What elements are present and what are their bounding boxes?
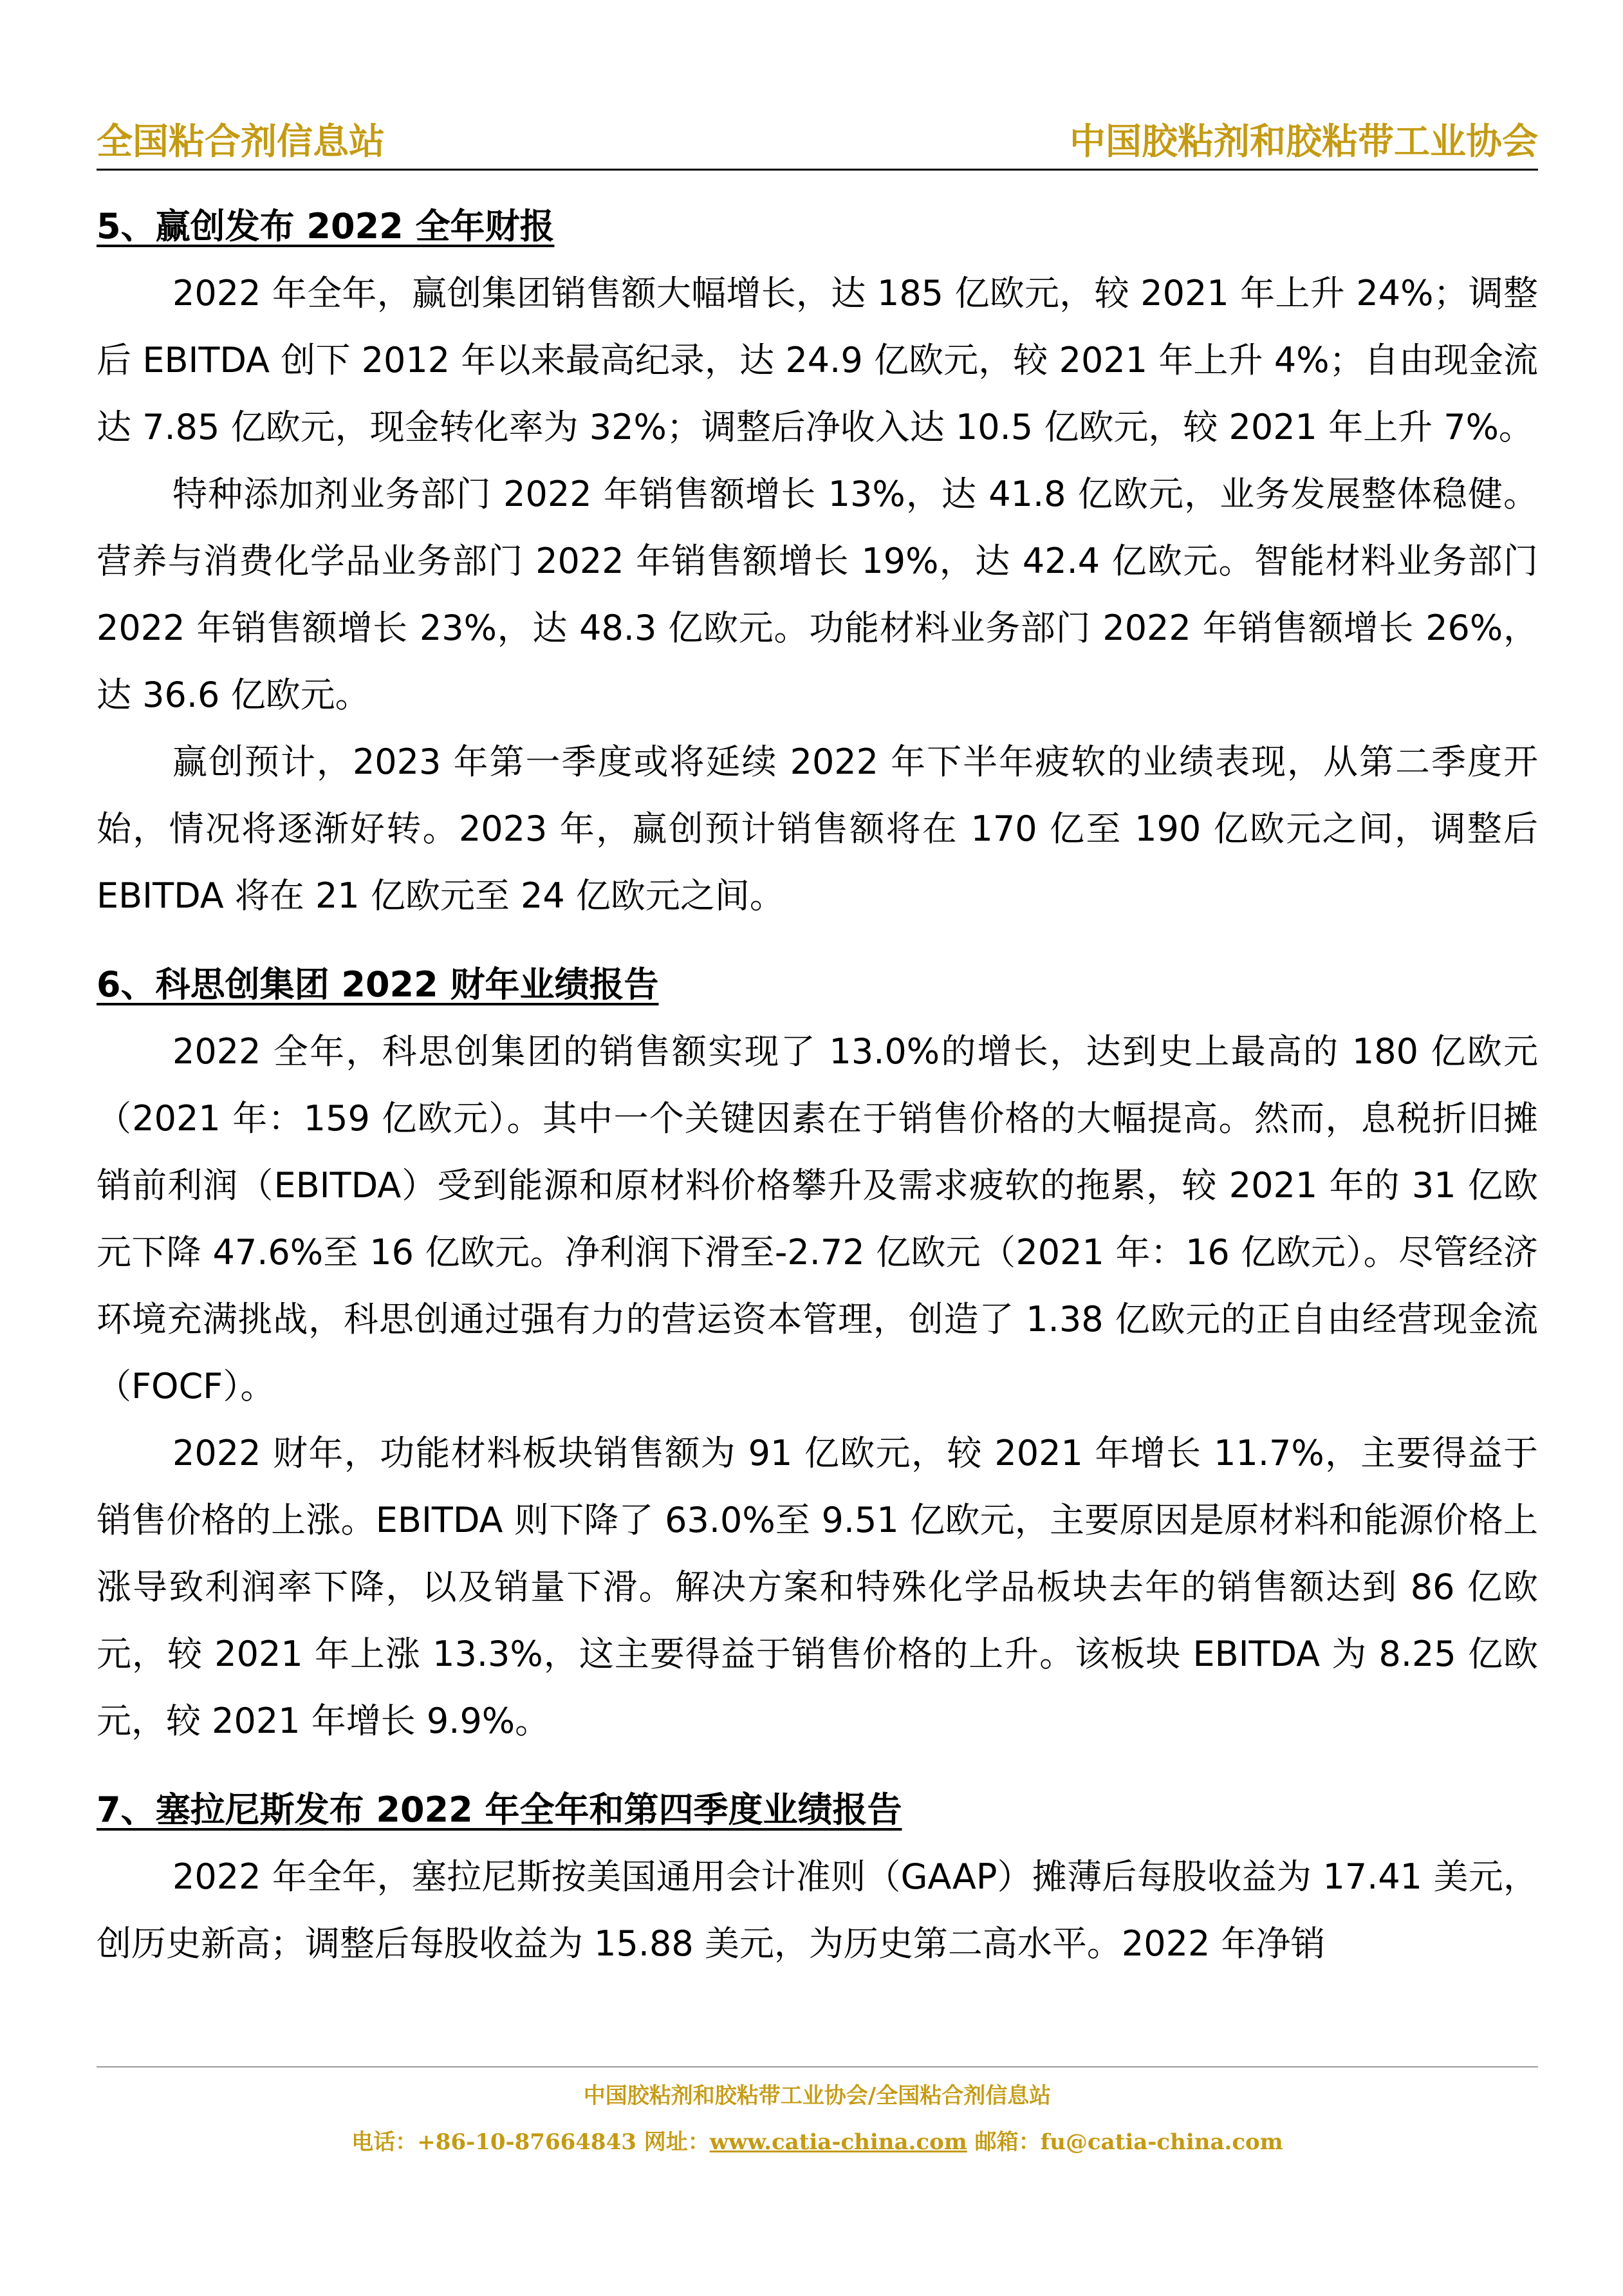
paragraph: 特种添加剂业务部门 2022 年销售额增长 13%，达 41.8 亿欧元，业务发展整体稳健。营养与消费化学品业务部门 2022 年销售额增长 19%，达 42.4 亿欧元。智能材料业务部门 2022 年销售额增长 23%，达 48.3 亿欧元。功能材料业务部门 2022 年销售额增长 26%，达 36.6 亿欧元。 — [97, 474, 1538, 715]
footer-organization: 中国胶粘剂和胶粘带工业协会/全国粘合剂信息站 — [583, 2083, 1052, 2109]
section-5-evonik — [97, 193, 1538, 929]
section-6-covestro — [97, 951, 1538, 1755]
paragraph: 2022 年全年，塞拉尼斯按美国通用会计准则（GAAP）摊薄后每股收益为 17.41 美元，创历史新高；调整后每股收益为 15.88 美元，为历史第二高水平。2022 年净销 — [97, 1856, 1538, 1964]
section-gap — [97, 1755, 1538, 1777]
footer-phone-label: 电话：+86-10-87664843 网址： — [351, 2129, 710, 2155]
paragraph: 2022 财年，功能材料板块销售额为 91 亿欧元，较 2021 年增长 11.7%，主要得益于销售价格的上涨。EBITDA 则下降了 63.0%至 9.51 亿欧元，主要原因是原材料和能源价格上涨导致利润率下降，以及销量下滑。解决方案和特殊化学品板块去年的销售额达到 86 亿欧元，较 2021 年上涨 13.3%，这主要得益于销售价格的上升。该板块 EBITDA 为 8.25 亿欧元，较 2021 年增长 9.9%。 — [97, 1433, 1538, 1741]
paragraph: 2022 年全年，赢创集团销售额大幅增长，达 185 亿欧元，较 2021 年上升 24%；调整后 EBITDA 创下 2012 年以来最高纪录，达 24.9 亿欧元，较 2021 年上升 4%；自由现金流达 7.85 亿欧元，现金转化率为 32%；调整后净收入达 10.5 亿欧元，较 2021 年上升 7%。 — [97, 273, 1538, 447]
footer-email-label: 邮箱：fu@catia-china.com — [967, 2129, 1283, 2155]
section-title: 6、科思创集团 2022 财年业绩报告 — [97, 964, 659, 1005]
section-7-celanese — [97, 1777, 1538, 1977]
footer-divider — [97, 2066, 1538, 2067]
page-header — [97, 113, 1538, 167]
section-title: 7、塞拉尼斯发布 2022 年全年和第四季度业绩报告 — [97, 1789, 902, 1830]
section-gap — [97, 929, 1538, 951]
footer-website-link[interactable]: www.catia-china.com — [709, 2129, 967, 2155]
section-title: 5、赢创发布 2022 全年财报 — [97, 206, 555, 247]
footer-contact — [97, 2124, 1538, 2156]
header-left-title: 全国粘合剂信息站 — [97, 120, 385, 163]
paragraph: 2022 全年，科思创集团的销售额实现了 13.0%的增长，达到史上最高的 180 亿欧元（2021 年：159 亿欧元）。其中一个关键因素在于销售价格的大幅提高。然而，息税折旧摊销前利润（EBITDA）受到能源和原材料价格攀升及需求疲软的拖累，较 2021 年的 31 亿欧元下降 47.6%至 16 亿欧元。净利润下滑至-2.72 亿欧元（2021 年：16 亿欧元）。尽管经济环境充满挑战，科思创通过强有力的营运资本管理，创造了 1.38 亿欧元的正自由经营现金流（FOCF）。 — [97, 1031, 1538, 1406]
header-divider — [97, 169, 1538, 171]
header-right-title: 中国胶粘剂和胶粘带工业协会 — [1070, 120, 1538, 163]
document-body — [97, 193, 1538, 1977]
paragraph: 赢创预计，2023 年第一季度或将延续 2022 年下半年疲软的业绩表现，从第二季度开始，情况将逐渐好转。2023 年，赢创预计销售额将在 170 亿至 190 亿欧元之间，调整后 EBITDA 将在 21 亿欧元至 24 亿欧元之间。 — [97, 742, 1538, 916]
